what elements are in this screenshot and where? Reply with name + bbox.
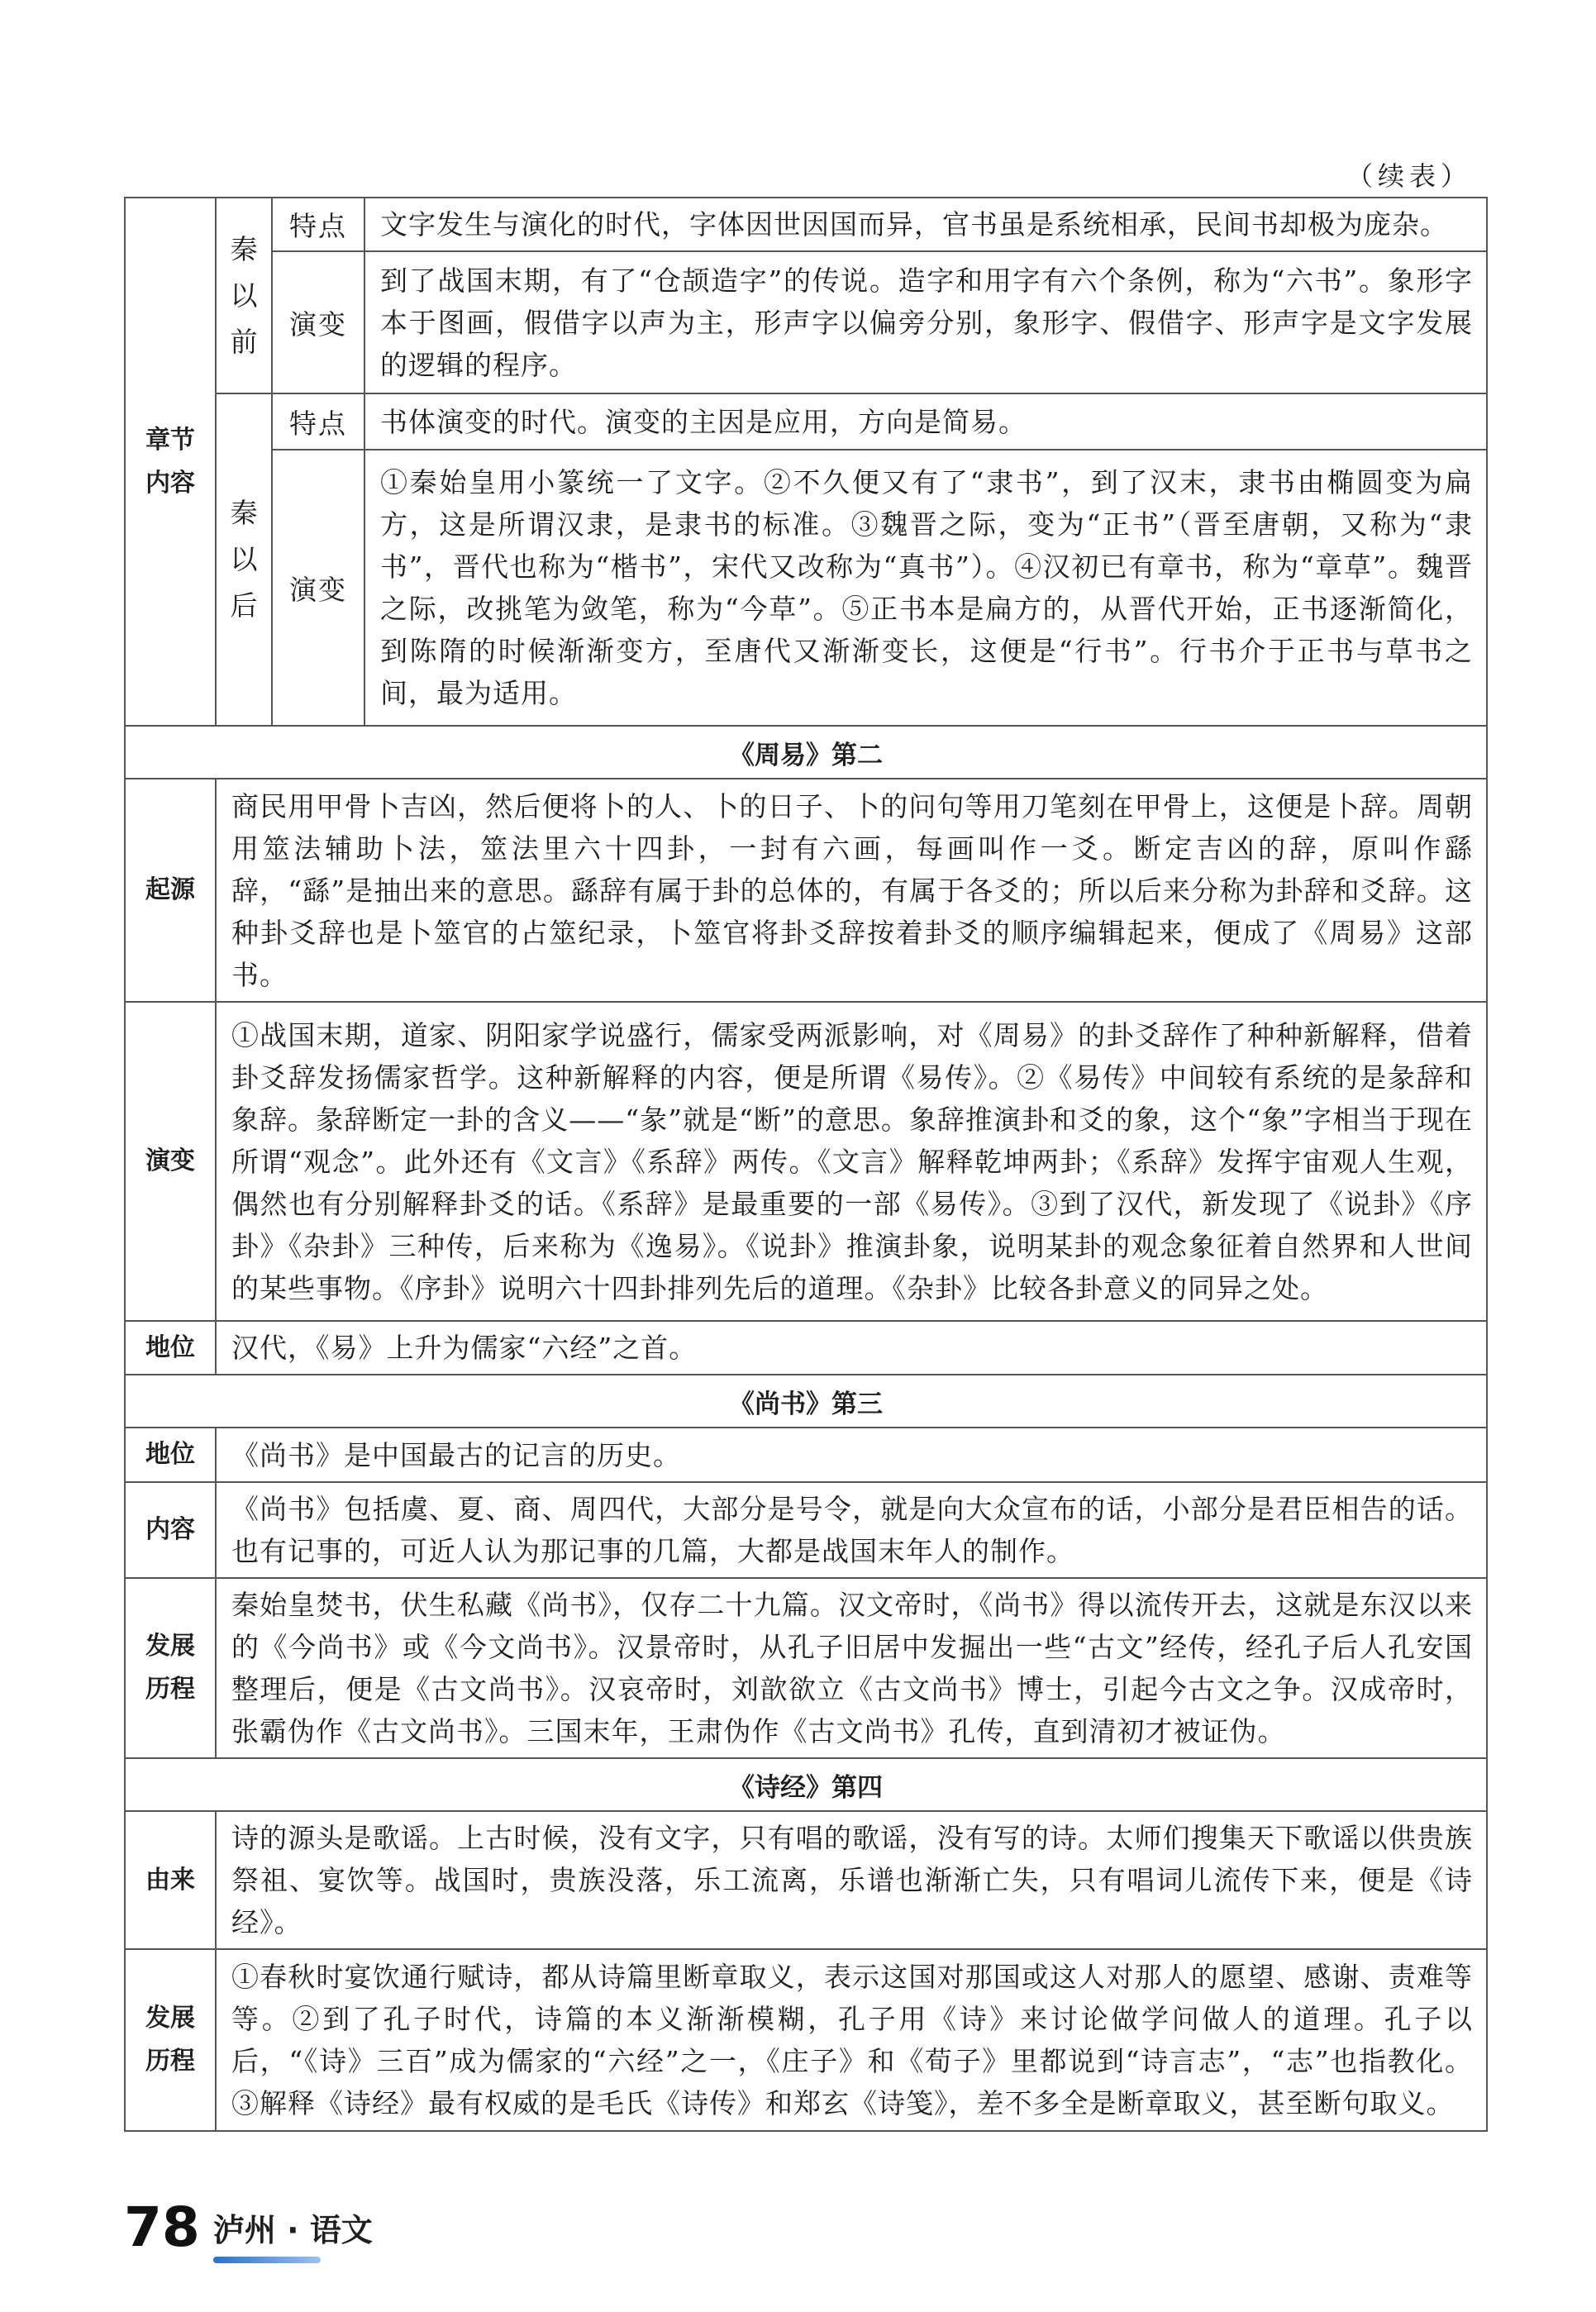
row-zhouyi-qiyuan xyxy=(125,779,1487,1002)
shangshu-fazhan-text: 秦始皇焚书，伏生私藏《尚书》，仅存二十九篇。汉文帝时，《尚书》得以流传开去，这就是东汉以来的《今尚书》或《今文尚书》。汉景帝时，从孔子旧居中发掘出一些“古文”经传，经孔子后人孔安国整理后，便是《古文尚书》。汉哀帝时，刘歆欲立《古文尚书》博士，引起今古文之争。汉成帝时，张霸伪作《古文尚书》。三国末年，王肃伪作《古文尚书》孔传，直到清初才被证伪。 xyxy=(216,1578,1487,1758)
book-title xyxy=(213,2205,373,2250)
row-shangshu-fazhan xyxy=(125,1578,1487,1758)
row-before-qin-tedian xyxy=(125,198,1487,251)
shijing-fazhan-label: 发展历程 xyxy=(125,1949,216,2131)
shijing-title: 《诗经》第四 xyxy=(125,1758,1487,1811)
after-qin-tedian-label: 特点 xyxy=(272,393,364,450)
shangshu-diwei-text: 《尚书》是中国最古的记言的历史。 xyxy=(216,1428,1487,1482)
zhouyi-diwei-label: 地位 xyxy=(125,1321,216,1375)
continued-label: （续表） xyxy=(1346,160,1472,192)
section-header-zhouyi xyxy=(125,726,1487,779)
shangshu-neirong-label: 内容 xyxy=(125,1482,216,1578)
row-shangshu-neirong xyxy=(125,1482,1487,1578)
row-zhouyi-diwei xyxy=(125,1321,1487,1375)
after-qin-label: 秦以后 xyxy=(216,393,272,726)
book-title-text: 泸州 · 语文 xyxy=(212,2212,373,2248)
before-qin-yanbian-text: 到了战国末期，有了“仓颉造字”的传说。造字和用字有六个条例，称为“六书”。象形字本于图画，假借字以声为主，形声字以偏旁分别，象形字、假借字、形声字是文字发展的逻辑的程序。 xyxy=(364,251,1487,393)
after-qin-yanbian-text: ①秦始皇用小篆统一了文字。②不久便又有了“隶书”，到了汉末，隶书由椭圆变为扁方，这是所谓汉隶，是隶书的标准。③魏晋之际，变为“正书”（晋至唐朝，又称为“隶书”，晋代也称为“楷书”，宋代又改称为“真书”）。④汉初已有章书，称为“章草”。魏晋之际，改挑笔为敛笔，称为“今草”。⑤正书本是扁方的，从晋代开始，正书逐渐简化，到陈隋的时候渐渐变方，至唐代又渐渐变长，这便是“行书”。行书介于正书与草书之间，最为适用。 xyxy=(364,450,1487,726)
row-after-qin-tedian xyxy=(125,393,1487,450)
zhouyi-qiyuan-label: 起源 xyxy=(125,779,216,1002)
zhouyi-title: 《周易》第二 xyxy=(125,726,1487,779)
zhouyi-diwei-text: 汉代，《易》上升为儒家“六经”之首。 xyxy=(216,1321,1487,1375)
row-zhouyi-yanbian xyxy=(125,1002,1487,1321)
row-shijing-youlai xyxy=(125,1811,1487,1949)
section-header-shangshu xyxy=(125,1375,1487,1428)
row-before-qin-yanbian xyxy=(125,251,1487,393)
shangshu-neirong-text: 《尚书》包括虞、夏、商、周四代，大部分是号令，就是向大众宣布的话，小部分是君臣相告的话。也有记事的，可近人认为那记事的几篇，大都是战国末年人的制作。 xyxy=(216,1482,1487,1578)
zhouyi-yanbian-text: ①战国末期，道家、阴阳家学说盛行，儒家受两派影响，对《周易》的卦爻辞作了种种新解释，借着卦爻辞发扬儒家哲学。这种新解释的内容，便是所谓《易传》。②《易传》中间较有系统的是彖辞和象辞。彖辞断定一卦的含义——“彖”就是“断”的意思。象辞推演卦和爻的象，这个“象”字相当于现在所谓“观念”。此外还有《文言》《系辞》两传。《文言》解释乾坤两卦；《系辞》发挥宇宙观人生观，偶然也有分别解释卦爻的话。《系辞》是最重要的一部《易传》。③到了汉代，新发现了《说卦》《序卦》《杂卦》三种传，后来称为《逸易》。《说卦》推演卦象，说明某卦的观念象征着自然界和人世间的某些事物。《序卦》说明六十四卦排列先后的道理。《杂卦》比较各卦意义的同异之处。 xyxy=(216,1002,1487,1321)
shangshu-diwei-label: 地位 xyxy=(125,1428,216,1482)
content-table xyxy=(124,197,1488,2132)
after-qin-yanbian-label: 演变 xyxy=(272,450,364,726)
shijing-youlai-label: 由来 xyxy=(125,1811,216,1949)
row-after-qin-yanbian xyxy=(125,450,1487,726)
row-shangshu-diwei xyxy=(125,1428,1487,1482)
zhouyi-qiyuan-text: 商民用甲骨卜吉凶，然后便将卜的人、卜的日子、卜的问句等用刀笔刻在甲骨上，这便是卜辞。周朝用筮法辅助卜法，筮法里六十四卦，一封有六画，每画叫作一爻。断定吉凶的辞，原叫作繇辞，“繇”是抽出来的意思。繇辞有属于卦的总体的，有属于各爻的；所以后来分称为卦辞和爻辞。这种卦爻辞也是卜筮官的占筮纪录，卜筮官将卦爻辞按着卦爻的顺序编辑起来，便成了《周易》这部书。 xyxy=(216,779,1487,1002)
page-footer xyxy=(124,2195,373,2259)
shangshu-fazhan-label: 发展历程 xyxy=(125,1578,216,1758)
page-number: 78 xyxy=(124,2195,200,2259)
chapter-label: 章节内容 xyxy=(125,198,216,726)
before-qin-tedian-label: 特点 xyxy=(272,198,364,251)
zhouyi-yanbian-label: 演变 xyxy=(125,1002,216,1321)
section-header-shijing xyxy=(125,1758,1487,1811)
before-qin-yanbian-label: 演变 xyxy=(272,251,364,393)
before-qin-tedian-text: 文字发生与演化的时代，字体因世因国而异，官书虽是系统相承，民间书却极为庞杂。 xyxy=(364,198,1487,251)
shangshu-title: 《尚书》第三 xyxy=(125,1375,1487,1428)
shijing-youlai-text: 诗的源头是歌谣。上古时候，没有文字，只有唱的歌谣，没有写的诗。太师们搜集天下歌谣以供贵族祭祖、宴饮等。战国时，贵族没落，乐工流离，乐谱也渐渐亡失，只有唱词儿流传下来，便是《诗经》。 xyxy=(216,1811,1487,1949)
before-qin-label: 秦以前 xyxy=(216,198,272,393)
shijing-fazhan-text: ①春秋时宴饮通行赋诗，都从诗篇里断章取义，表示这国对那国或这人对那人的愿望、感谢、责难等等。②到了孔子时代，诗篇的本义渐渐模糊，孔子用《诗》来讨论做学问做人的道理。孔子以后，“《诗》三百”成为儒家的“六经”之一，《庄子》和《荀子》里都说到“诗言志”，“志”也指教化。③解释《诗经》最有权威的是毛氏《诗传》和郑玄《诗笺》，差不多全是断章取义，甚至断句取义。 xyxy=(216,1949,1487,2131)
after-qin-tedian-text: 书体演变的时代。演变的主因是应用，方向是简易。 xyxy=(364,393,1487,450)
title-underline xyxy=(213,2257,321,2263)
row-shijing-fazhan xyxy=(125,1949,1487,2131)
